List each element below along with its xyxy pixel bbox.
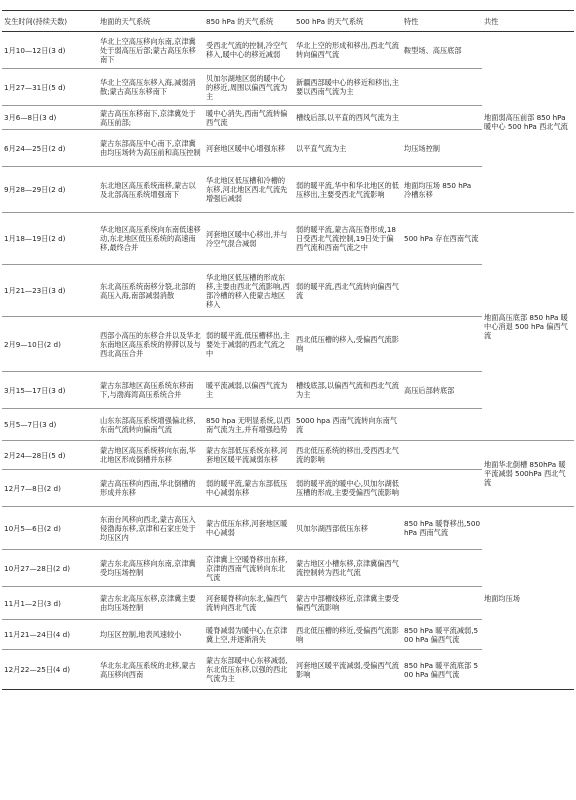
cell-500hpa: 5000 hpa 西南气流转向东南气流 xyxy=(294,409,402,441)
cell-850hpa: 京津冀上空暖脊移出东移,京津的西南气流转向东北气流 xyxy=(204,550,294,587)
table-row xyxy=(2,441,574,470)
cell-time: 1月10—12日(3 d) xyxy=(2,32,98,69)
col-header-500hpa: 500 hPa 的天气系统 xyxy=(294,11,402,32)
table-row xyxy=(2,213,574,265)
cell-time: 2月24—28日(5 d) xyxy=(2,441,98,470)
table-row xyxy=(2,32,574,69)
cell-surface: 蒙古东北高压移向东南,京津冀受均压场控制 xyxy=(98,550,204,587)
cell-surface: 东北高压系统南移分裂,北部的高压入海,南部减弱消散 xyxy=(98,265,204,317)
cell-500hpa: 蒙古地区小槽东移,京津冀偏西气流控制转为西北气流 xyxy=(294,550,402,587)
cell-surface: 华北上空高压移向东南,京津冀处于弱高压后部;蒙古高压东移南下 xyxy=(98,32,204,69)
cell-time: 11月1—2日(3 d) xyxy=(2,587,98,620)
cell-time: 10月27—28日(2 d) xyxy=(2,550,98,587)
cell-850hpa: 弱的暖平流,低压槽移出,主要处于减弱的西北气流之中 xyxy=(204,317,294,372)
cell-500hpa: 蒙古中部槽线移近,京津冀主要受偏西气流影响 xyxy=(294,587,402,620)
cell-surface: 蒙古地区高压系统移向东南,华北地区形成倒槽并东移 xyxy=(98,441,204,470)
cell-surface: 山东东部高压系统增强偏北移,东南气流转向偏南气流 xyxy=(98,409,204,441)
cell-feature xyxy=(402,409,482,441)
cell-850hpa: 贝加尔湖地区弱的暖中心的移近,周围以偏西气流为主 xyxy=(204,69,294,106)
cell-time: 1月21—23日(3 d) xyxy=(2,265,98,317)
cell-feature xyxy=(402,550,482,587)
cell-feature xyxy=(402,317,482,372)
cell-surface: 华北东北高压系统的北移,蒙古高压移向西南 xyxy=(98,650,204,690)
cell-500hpa: 弱的暖平流的暖中心,贝加尔湖低压槽的形成,主要受偏西气流影响 xyxy=(294,470,402,507)
cell-500hpa: 华北上空的形成和移出,西北气流转向偏西气流 xyxy=(294,32,402,69)
cell-feature xyxy=(402,587,482,620)
cell-500hpa: 西北低压槽的移入,受偏西气流影响 xyxy=(294,317,402,372)
cell-850hpa: 850 hpa 无明显系统,以西南气流为主,并有增强趋势 xyxy=(204,409,294,441)
cell-time: 9月28—29日(2 d) xyxy=(2,167,98,213)
cell-850hpa: 河套地区暖中心增强东移 xyxy=(204,130,294,167)
cell-500hpa: 弱的暖平流,西北气流转向偏西气流 xyxy=(294,265,402,317)
cell-time: 5月5—7日(3 d) xyxy=(2,409,98,441)
cell-500hpa: 弱的暖平流,蒙古高压脊形成,18日受西北气流控制,19日处于偏西气流和西南气流之中 xyxy=(294,213,402,265)
cell-850hpa: 蒙古低压东移,河套地区暖中心减弱 xyxy=(204,507,294,550)
cell-500hpa: 西北低压槽的移近,受偏西气流影响 xyxy=(294,620,402,650)
cell-time: 3月6—8日(3 d) xyxy=(2,106,98,130)
cell-time: 1月27—31日(5 d) xyxy=(2,69,98,106)
cell-850hpa: 河套暖脊移向东北,偏西气流转向西北气流 xyxy=(204,587,294,620)
cell-surface: 华北地区高压系统向东南低速移动,东北地区低压系统的高速南移,最终合并 xyxy=(98,213,204,265)
cell-surface: 蒙古东北高压东移,京津冀主要由均压场控制 xyxy=(98,587,204,620)
weather-systems-table xyxy=(2,10,574,690)
cell-time: 12月7—8日(2 d) xyxy=(2,470,98,507)
cell-common-group: 地面华北倒槽 850hPa 暖平流减弱 500hPa 西北气流 xyxy=(482,441,574,507)
cell-850hpa: 暖脊减弱为暖中心,在京津冀上空,并逐渐消失 xyxy=(204,620,294,650)
cell-feature: 500 hPa 存在西南气流 xyxy=(402,213,482,265)
cell-500hpa: 新疆西部暖中心的移近和移出,主要以西南气流为主 xyxy=(294,69,402,106)
table-header-row xyxy=(2,11,574,32)
cell-500hpa: 槽线底部,以偏西气流和西北气流为主 xyxy=(294,372,402,409)
cell-feature xyxy=(402,265,482,317)
cell-850hpa: 蒙古东部低压系统东移,河套地区暖平流减弱东移 xyxy=(204,441,294,470)
cell-feature xyxy=(402,69,482,106)
cell-time: 11月21—24日(4 d) xyxy=(2,620,98,650)
cell-surface: 华北上空高压东移入海,减弱消散;蒙古高压东移南下 xyxy=(98,69,204,106)
cell-surface: 蒙古东部高压中心南下,京津冀由均压场转为高压前和高压控制 xyxy=(98,130,204,167)
col-header-feature: 特性 xyxy=(402,11,482,32)
cell-surface: 东北地区高压系统南移,蒙古以及北部高压系统增强南下 xyxy=(98,167,204,213)
cell-common-group: 地面均压场 xyxy=(482,507,574,690)
cell-surface: 蒙古高压移向西南,华北倒槽的形成并东移 xyxy=(98,470,204,507)
cell-850hpa: 华北地区低压槽和冷槽的东移,河北地区西北气流先增强后减弱 xyxy=(204,167,294,213)
cell-surface: 均压区控制,地表风速较小 xyxy=(98,620,204,650)
cell-feature xyxy=(402,441,482,470)
cell-feature: 850 hPa 暖脊移出,500 hPa 西南气流 xyxy=(402,507,482,550)
cell-surface: 东南台风移向西北,蒙古高压入侵渤海东移,京津和石家庄处于均压区内 xyxy=(98,507,204,550)
cell-850hpa: 受西北气流的控制,冷空气移入,暖中心的移近减弱 xyxy=(204,32,294,69)
cell-850hpa: 华北地区低压槽的形成东移,主要由西北气流影响,西部冷槽的移入使蒙古地区移入 xyxy=(204,265,294,317)
cell-feature: 850 hPa 暖平流底部 500 hPa 偏西气流 xyxy=(402,650,482,690)
cell-feature xyxy=(402,470,482,507)
cell-850hpa: 暖中心消失,西南气流转偏西气流 xyxy=(204,106,294,130)
cell-time: 12月22—25日(4 d) xyxy=(2,650,98,690)
cell-500hpa: 贝加尔湖西部低压东移 xyxy=(294,507,402,550)
cell-500hpa: 河套地区暖平流减弱,受偏西气流影响 xyxy=(294,650,402,690)
cell-common-group: 地面弱高压前部 850 hPa 暖中心 500 hPa 西北气流 xyxy=(482,32,574,213)
cell-500hpa: 弱的暖平流,华中和华北地区的低压移出,主要受西北气流影响 xyxy=(294,167,402,213)
cell-time: 10月5—6日(2 d) xyxy=(2,507,98,550)
col-header-850hpa: 850 hPa 的天气系统 xyxy=(204,11,294,32)
cell-500hpa: 以平直气流为主 xyxy=(294,130,402,167)
cell-common-group: 地面高压底部 850 hPa 暖中心消退 500 hPa 偏西气流 xyxy=(482,213,574,441)
cell-time: 2月9—10日(2 d) xyxy=(2,317,98,372)
cell-500hpa: 槽线后部,以平直的西风气流为主 xyxy=(294,106,402,130)
cell-feature: 高压后部转底部 xyxy=(402,372,482,409)
table-row xyxy=(2,507,574,550)
cell-time: 1月18—19日(2 d) xyxy=(2,213,98,265)
col-header-surface: 地面的天气系统 xyxy=(98,11,204,32)
cell-surface: 蒙古高压东移南下,京津冀处于高压前部; xyxy=(98,106,204,130)
cell-850hpa: 弱的暖平流,蒙古东部低压中心减弱东移 xyxy=(204,470,294,507)
cell-850hpa: 河套地区暖中心移出,并与冷空气混合减弱 xyxy=(204,213,294,265)
cell-feature: 均压场控制 xyxy=(402,130,482,167)
col-header-time: 发生时间(持续天数) xyxy=(2,11,98,32)
cell-time: 3月15—17日(3 d) xyxy=(2,372,98,409)
cell-time: 6月24—25日(2 d) xyxy=(2,130,98,167)
cell-surface: 西部小高压的东移合并以及华北东南地区高压系统的停滞以及与西北高压合并 xyxy=(98,317,204,372)
cell-feature: 地面均压场 850 hPa 冷槽东移 xyxy=(402,167,482,213)
cell-feature: 850 hPa 暖平流减弱,500 hPa 偏西气流 xyxy=(402,620,482,650)
cell-feature: 鞍型场、高压底部 xyxy=(402,32,482,69)
cell-feature xyxy=(402,106,482,130)
cell-850hpa: 蒙古东部暖中心东移减弱,东北低压东移,以强的西北气流为主 xyxy=(204,650,294,690)
cell-500hpa: 西北低压系统的移出,受西西北气流的影响 xyxy=(294,441,402,470)
col-header-common: 共性 xyxy=(482,11,574,32)
cell-850hpa: 暖平流减弱,以偏西气流为主 xyxy=(204,372,294,409)
cell-surface: 蒙古东部地区高压系统东移南下,与渤海湾高压系统合并 xyxy=(98,372,204,409)
